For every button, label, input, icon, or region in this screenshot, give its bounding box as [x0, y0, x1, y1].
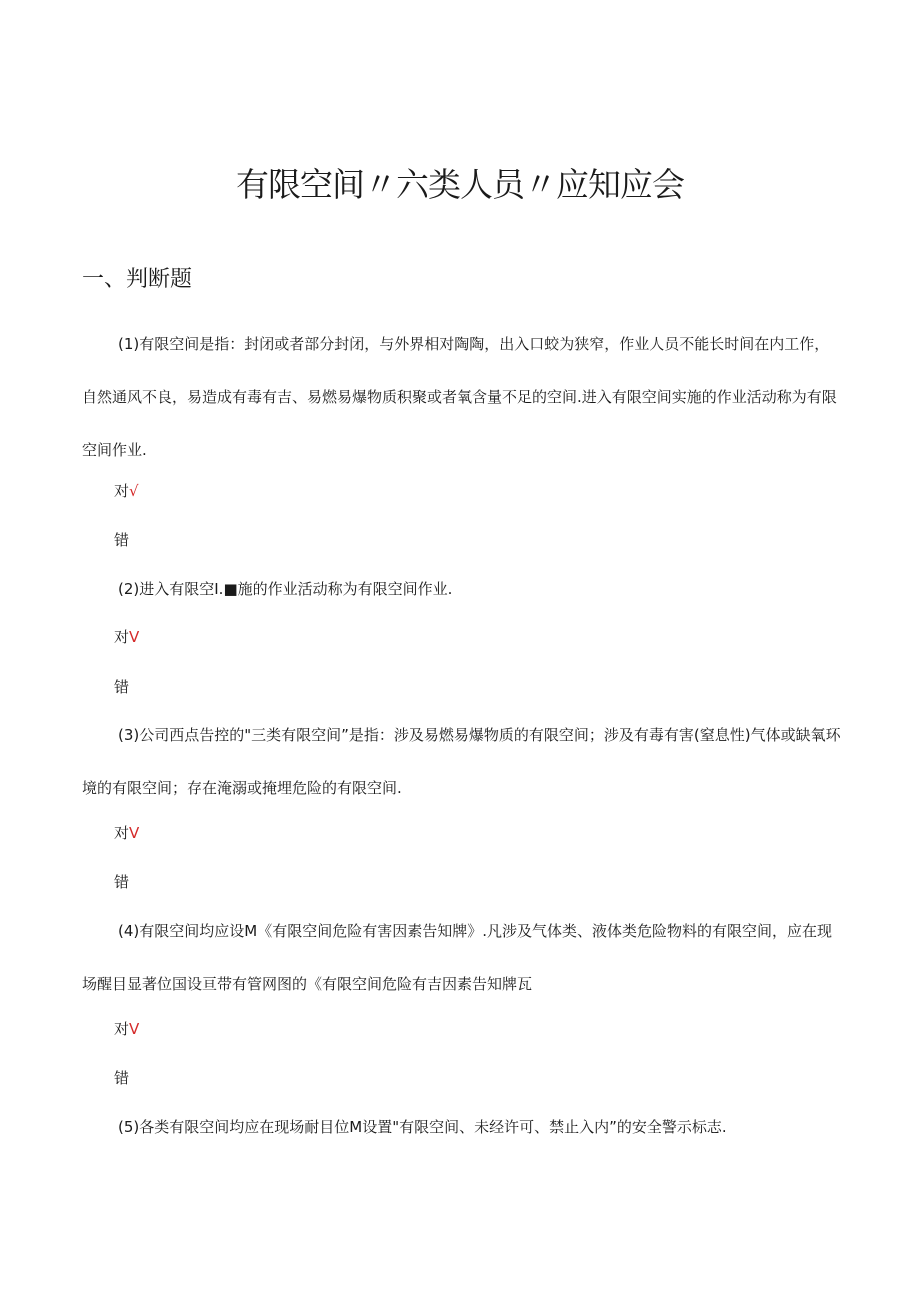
question-2-false-option[interactable]: 错: [114, 678, 130, 696]
question-1-true-option[interactable]: [114, 476, 139, 506]
true-label: 对: [114, 1020, 130, 1038]
question-3-false-option[interactable]: 错: [114, 873, 130, 891]
question-1-false-option[interactable]: 错: [114, 531, 130, 549]
checkmark-icon: V: [129, 1020, 140, 1038]
section-heading: 一、判断题: [82, 267, 193, 292]
true-label: 对: [114, 824, 130, 842]
question-1-text: (1)有限空间是指：封闭或者部分封闭，与外界相对陶陶，出入口蛟为狭窄，作业人员不能长时间在内工作，自然通风不良，易造成有毒有吉、易燃易爆物质积聚或者氧含量不足的空间.进入有限空间实施的作业活动称为有限空间作业.: [82, 335, 837, 459]
question-4-true-option[interactable]: [114, 1014, 139, 1044]
question-4-text: (4)有限空间均应设M《有限空间危险有害因素告知牌》.凡涉及气体类、液体类危险物料的有限空间，应在现场醒目显著位国设亘带有管网图的《有限空间危险有吉因素告知牌瓦: [82, 922, 832, 993]
question-3-text: (3)公司西点告控的"三类有限空间”是指：涉及易燃易爆物质的有限空间；涉及有毒有害(窒息性)气体或缺氧环境的有限空间；存在淹溺或掩埋危险的有限空间.: [82, 726, 841, 797]
question-5-text: (5)各类有限空间均应在现场耐目位M设置"有限空间、未经许可、禁止入内”的安全警示标志.: [118, 1118, 727, 1136]
question-2-text: (2)进入有限空I.■施的作业活动称为有限空间作业.: [118, 580, 453, 598]
true-label: 对: [114, 628, 130, 646]
question-4-false-option[interactable]: 错: [114, 1069, 130, 1087]
checkmark-icon: √: [129, 482, 139, 500]
true-label: 对: [114, 482, 130, 500]
question-3-true-option[interactable]: [114, 818, 139, 848]
checkmark-icon: V: [129, 824, 140, 842]
question-2-true-option[interactable]: [114, 622, 139, 652]
checkmark-icon: V: [129, 628, 140, 646]
document-title: 有限空间〃六类人员〃应知应会: [236, 165, 684, 204]
